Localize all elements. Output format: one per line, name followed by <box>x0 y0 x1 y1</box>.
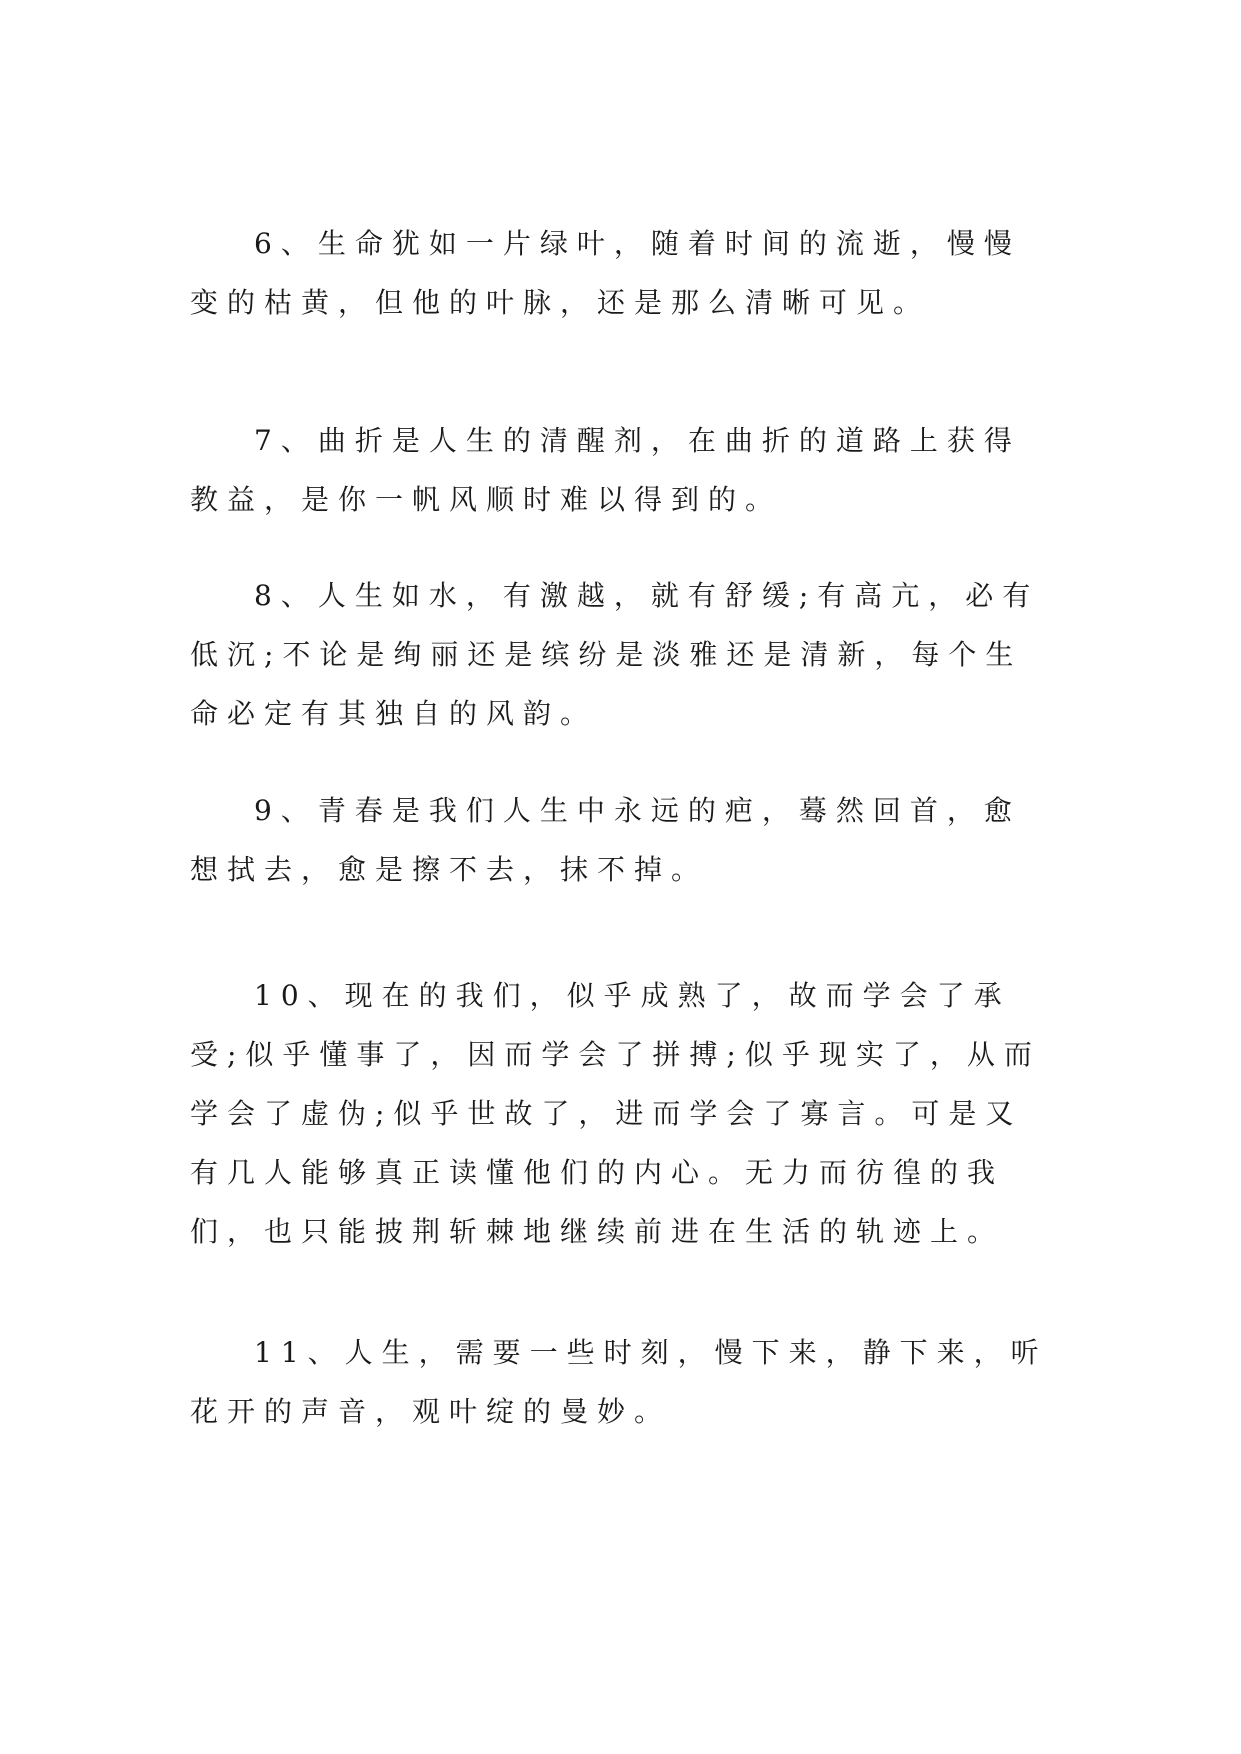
paragraph-10: 10、现在的我们，似乎成熟了，故而学会了承受;似乎懂事了，因而学会了拼搏;似乎现实了，从而学会了虚伪;似乎世故了，进而学会了寡言。可是又有几人能够真正读懂他们的内心。无力而彷徨的我们，也只能披荆斩棘地继续前进在生活的轨迹上。 <box>190 979 1041 1248</box>
paragraph-7: 7、曲折是人生的清醒剂，在曲折的道路上获得教益，是你一帆风顺时难以得到的。 <box>190 424 1021 516</box>
paragraph-11: 11、人生，需要一些时刻，慢下来，静下来，听花开的声音，观叶绽的曼妙。 <box>190 1336 1048 1428</box>
paragraph-8: 8、人生如水，有激越，就有舒缓;有高亢，必有低沉;不论是绚丽还是缤纷是淡雅还是清新，每个生命必定有其独自的风韵。 <box>190 579 1040 730</box>
paragraph-6: 6、生命犹如一片绿叶，随着时间的流逝，慢慢变的枯黄，但他的叶脉，还是那么清晰可见。 <box>190 227 1021 319</box>
paragraph-9: 9、青春是我们人生中永远的疤，蓦然回首，愈想拭去，愈是擦不去，抹不掉。 <box>190 794 1021 886</box>
